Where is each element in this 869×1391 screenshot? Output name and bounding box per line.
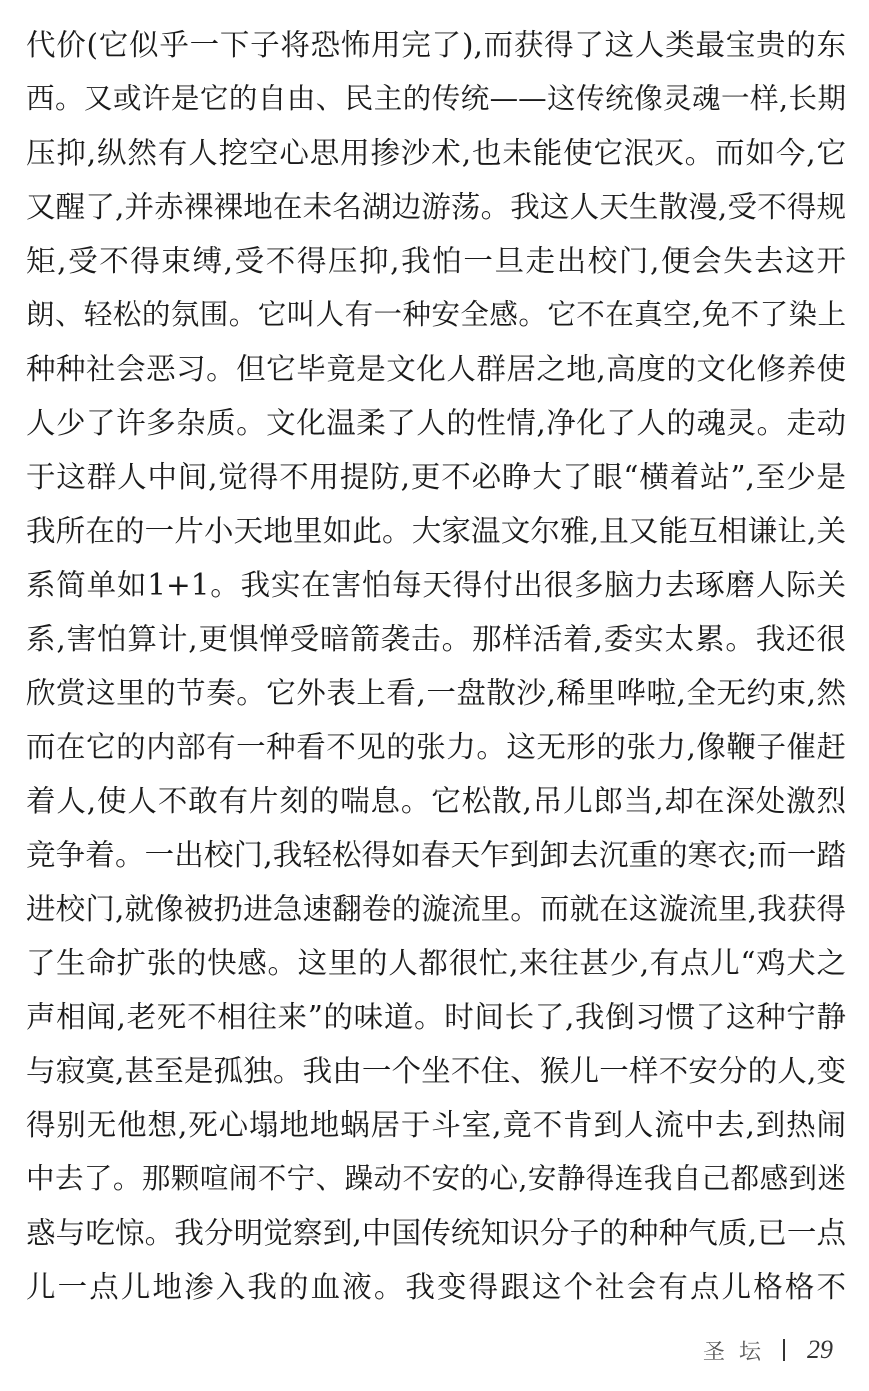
text-line: 又醒了,并赤裸裸地在未名湖边游荡。我这人天生散漫,受不得规: [26, 190, 846, 224]
body-text: [26, 18, 846, 1314]
page-footer: [703, 1330, 833, 1370]
text-line: 声相闻,老死不相往来”的味道。时间长了,我倒习惯了这种宁静: [26, 1000, 846, 1034]
text-line: 代价(它似乎一下子将恐怖用完了),而获得了这人类最宝贵的东: [26, 28, 846, 62]
running-title: 圣坛: [702, 1339, 775, 1365]
text-line: 系,害怕算计,更惧惮受暗箭袭击。那样活着,委实太累。我还很: [26, 622, 846, 656]
text-line: 我所在的一片小天地里如此。大家温文尔雅,且又能互相谦让,关: [26, 514, 846, 548]
text-line: 着人,使人不敢有片刻的喘息。它松散,吊儿郎当,却在深处激烈: [26, 784, 846, 818]
text-line: 与寂寞,甚至是孤独。我由一个坐不住、猴儿一样不安分的人,变: [26, 1054, 846, 1088]
text-line: 而在它的内部有一种看不见的张力。这无形的张力,像鞭子催赶: [26, 730, 846, 764]
text-line: 朗、轻松的氛围。它叫人有一种安全感。它不在真空,免不了染上: [26, 298, 846, 331]
text-line: 压抑,纵然有人挖空心思用掺沙术,也未能使它泯灭。而如今,它: [26, 136, 846, 170]
text-line: 系简单如1+1。我实在害怕每天得付出很多脑力去琢磨人际关: [26, 568, 846, 602]
footer-divider: [783, 1339, 785, 1361]
text-line: 进校门,就像被扔进急速翻卷的漩流里。而就在这漩流里,我获得: [26, 892, 846, 926]
text-line: 得别无他想,死心塌地地蜗居于斗室,竟不肯到人流中去,到热闹: [26, 1108, 846, 1142]
text-line: 种种社会恶习。但它毕竟是文化人群居之地,高度的文化修养使: [26, 352, 846, 386]
text-line: 欣赏这里的节奏。它外表上看,一盘散沙,稀里哗啦,全无约束,然: [26, 676, 846, 710]
text-line: 竞争着。一出校门,我轻松得如春天乍到卸去沉重的寒衣;而一踏: [26, 838, 846, 872]
text-line: 中去了。那颗喧闹不宁、躁动不安的心,安静得连我自己都感到迷: [26, 1162, 846, 1195]
text-line: 惑与吃惊。我分明觉察到,中国传统知识分子的种种气质,已一点: [26, 1216, 846, 1250]
text-line: 矩,受不得束缚,受不得压抑,我怕一旦走出校门,便会失去这开: [26, 244, 846, 278]
text-line: 人少了许多杂质。文化温柔了人的性情,净化了人的魂灵。走动: [26, 406, 846, 440]
text-line: 西。又或许是它的自由、民主的传统——这传统像灵魂一样,长期: [26, 82, 846, 115]
text-line: 了生命扩张的快感。这里的人都很忙,来往甚少,有点儿“鸡犬之: [26, 946, 846, 980]
text-line-last: 儿一点儿地渗入我的血液。我变得跟这个社会有点儿格格不: [26, 1270, 846, 1304]
text-line: 于这群人中间,觉得不用提防,更不必睁大了眼“横着站”,至少是: [26, 460, 846, 494]
page-number: 29: [807, 1335, 833, 1364]
